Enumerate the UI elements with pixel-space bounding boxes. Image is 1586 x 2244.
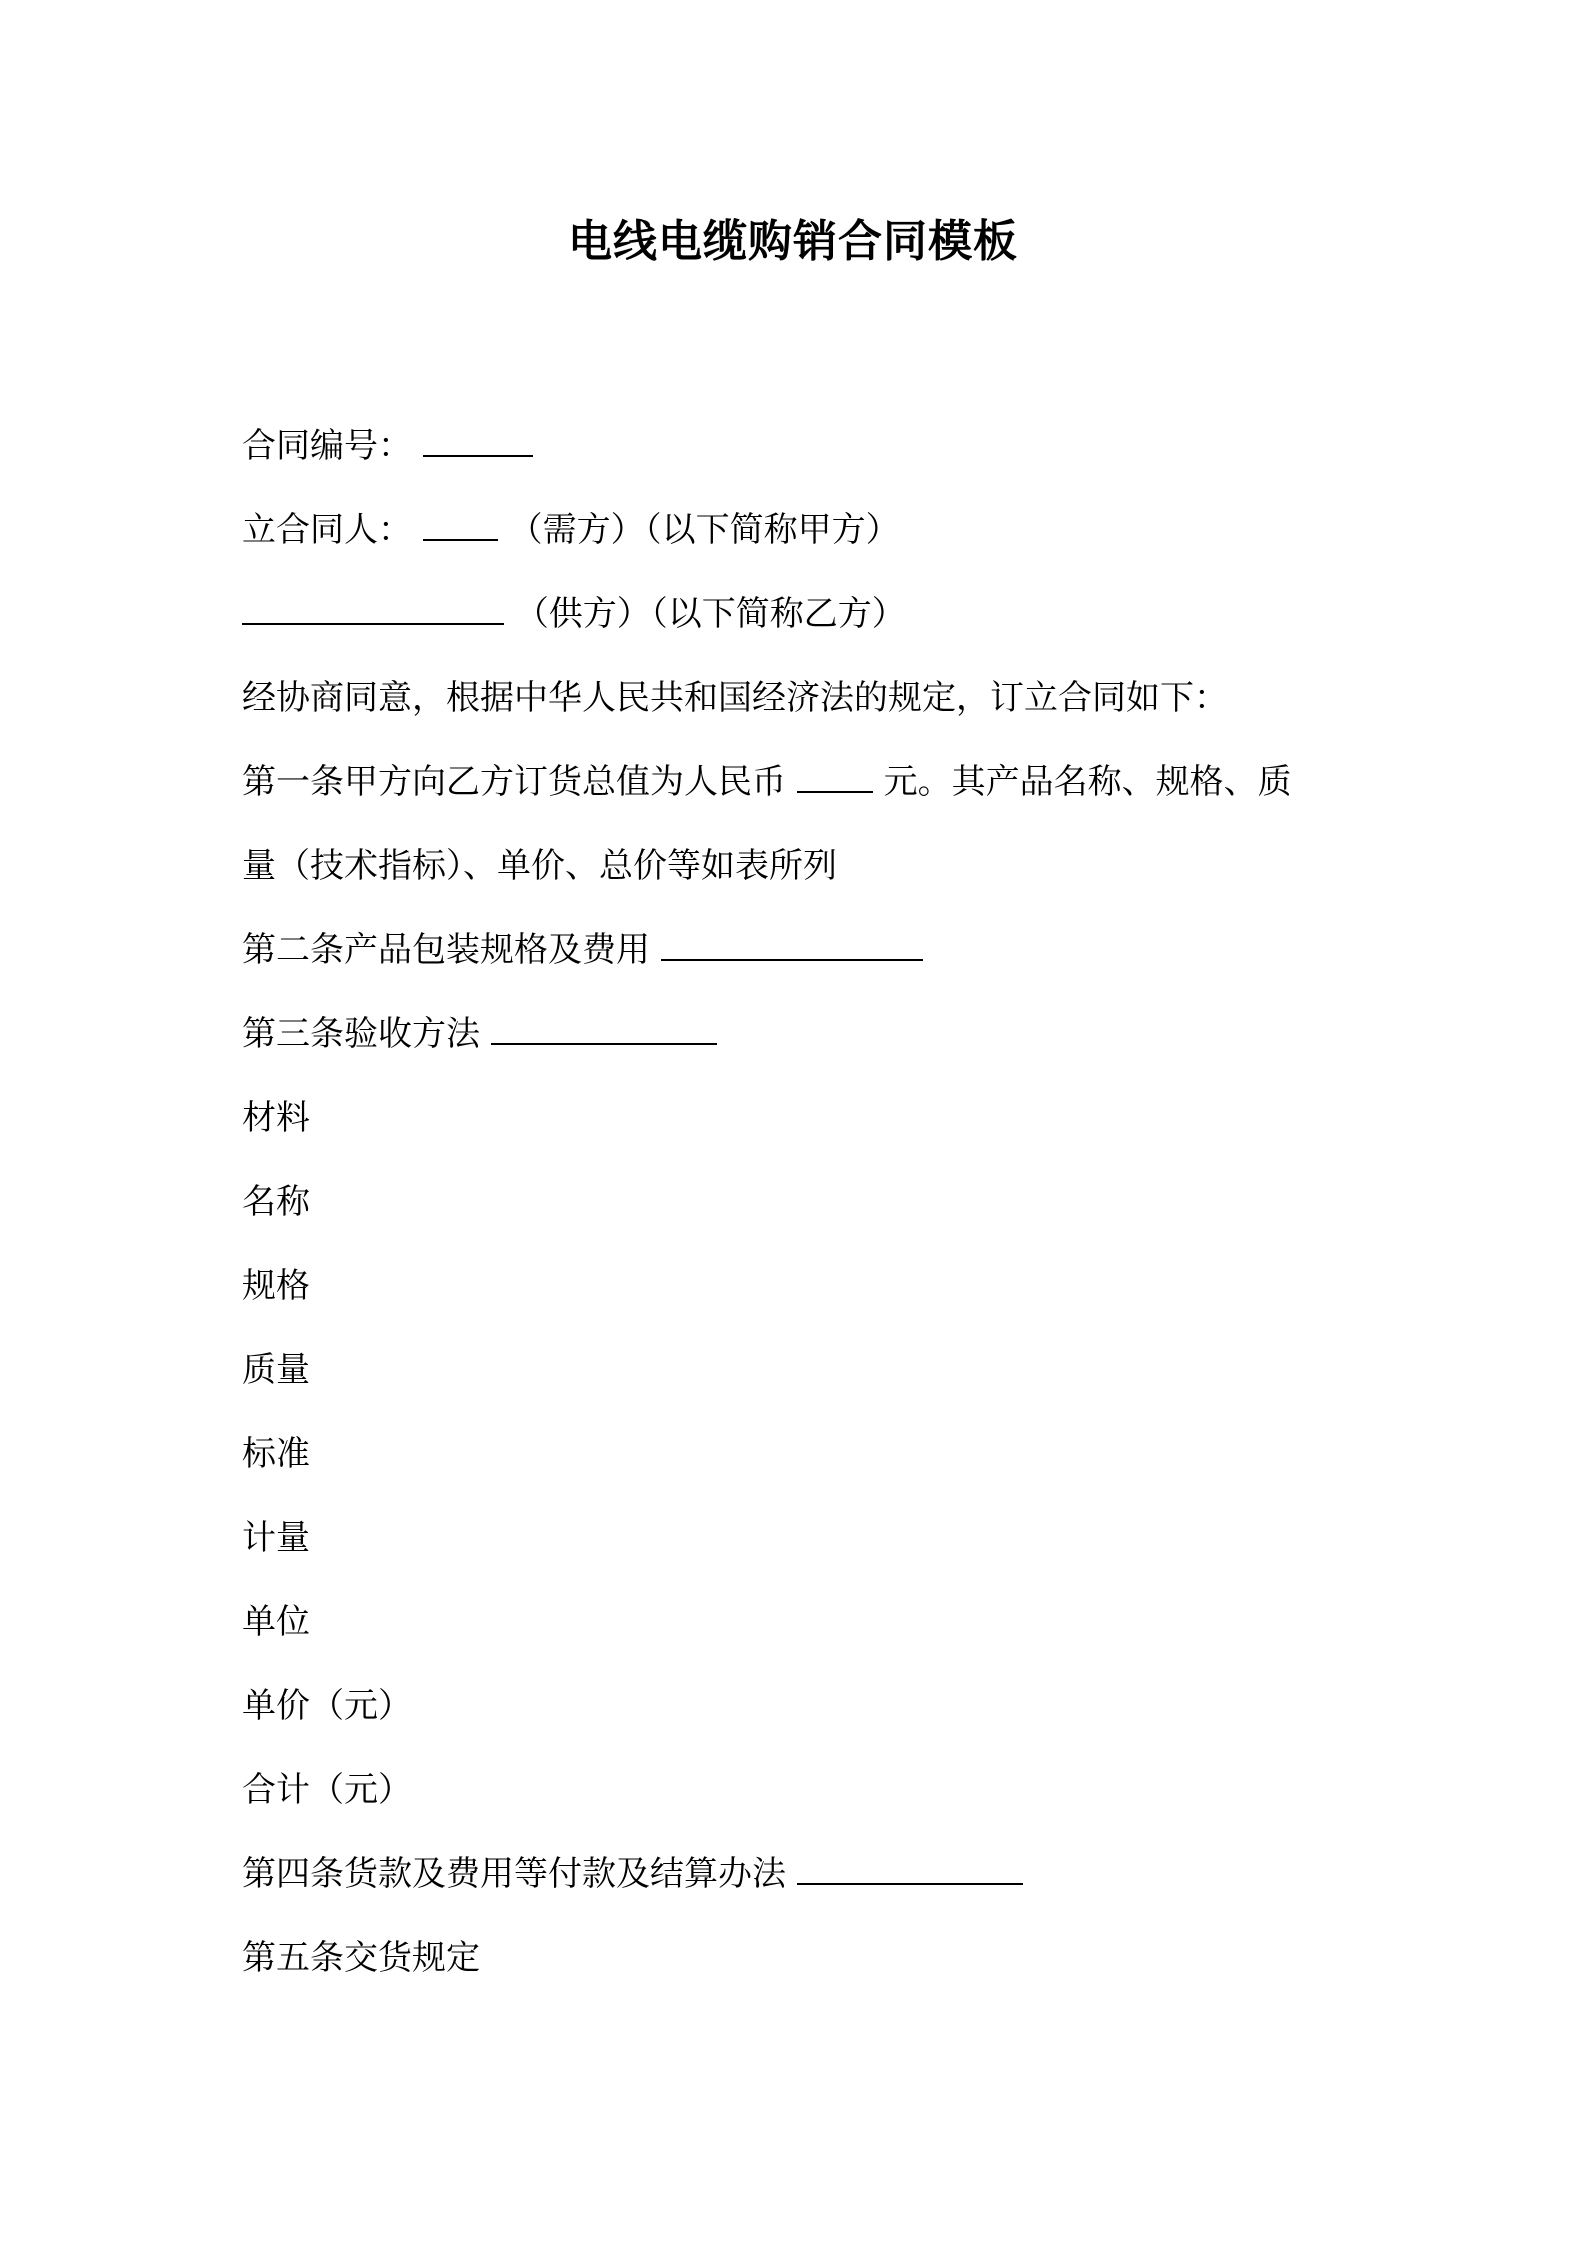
table-header-material: 材料 [242, 1098, 310, 1138]
contract-number-label: 合同编号： [242, 426, 412, 466]
article-3-line [242, 992, 1362, 1076]
packaging-blank[interactable] [661, 931, 923, 961]
article-1-continued-line: 量（技术指标）、单价、总价等如表所列 [242, 846, 837, 886]
parties-label: 立合同人： [242, 510, 412, 550]
article-3-text: 第三条验收方法 [242, 1014, 480, 1054]
buyer-suffix: （需方）（以下简称甲方） [508, 510, 900, 550]
table-header-name: 名称 [242, 1182, 310, 1222]
acceptance-method-blank[interactable] [491, 1015, 717, 1045]
article-1-line [242, 740, 1362, 824]
buyer-name-blank[interactable] [423, 511, 498, 541]
table-header-spec: 规格 [242, 1266, 310, 1306]
payment-method-blank[interactable] [797, 1855, 1023, 1885]
order-total-blank[interactable] [797, 763, 873, 793]
table-header-unit: 单位 [242, 1602, 310, 1642]
table-header-unit-price: 单价（元） [242, 1686, 412, 1726]
document-title: 电线电缆购销合同模板 [568, 216, 1018, 267]
buyer-line [242, 488, 1362, 572]
seller-line [242, 572, 1362, 656]
table-header-quality: 质量 [242, 1350, 310, 1390]
table-header-standard: 标准 [242, 1434, 310, 1474]
seller-name-blank[interactable] [242, 595, 504, 625]
article-1-text-b: 元。其产品名称、规格、质 [883, 762, 1292, 802]
article-2-text: 第二条产品包装规格及费用 [242, 930, 650, 970]
article-4-text: 第四条货款及费用等付款及结算办法 [242, 1854, 786, 1894]
article-1-text-a: 第一条甲方向乙方订货总值为人民币 [242, 762, 786, 802]
article-4-line [242, 1832, 1362, 1916]
document-body [242, 404, 1362, 2000]
contract-number-blank[interactable] [423, 427, 533, 457]
article-2-line [242, 908, 1362, 992]
article-5-line: 第五条交货规定 [242, 1938, 480, 1978]
table-header-measure: 计量 [242, 1518, 310, 1558]
seller-suffix: （供方）（以下简称乙方） [514, 594, 906, 634]
contract-number-line [242, 404, 1362, 488]
table-header-total: 合计（元） [242, 1770, 412, 1810]
preamble-line: 经协商同意，根据中华人民共和国经济法的规定，订立合同如下： [242, 678, 1228, 718]
